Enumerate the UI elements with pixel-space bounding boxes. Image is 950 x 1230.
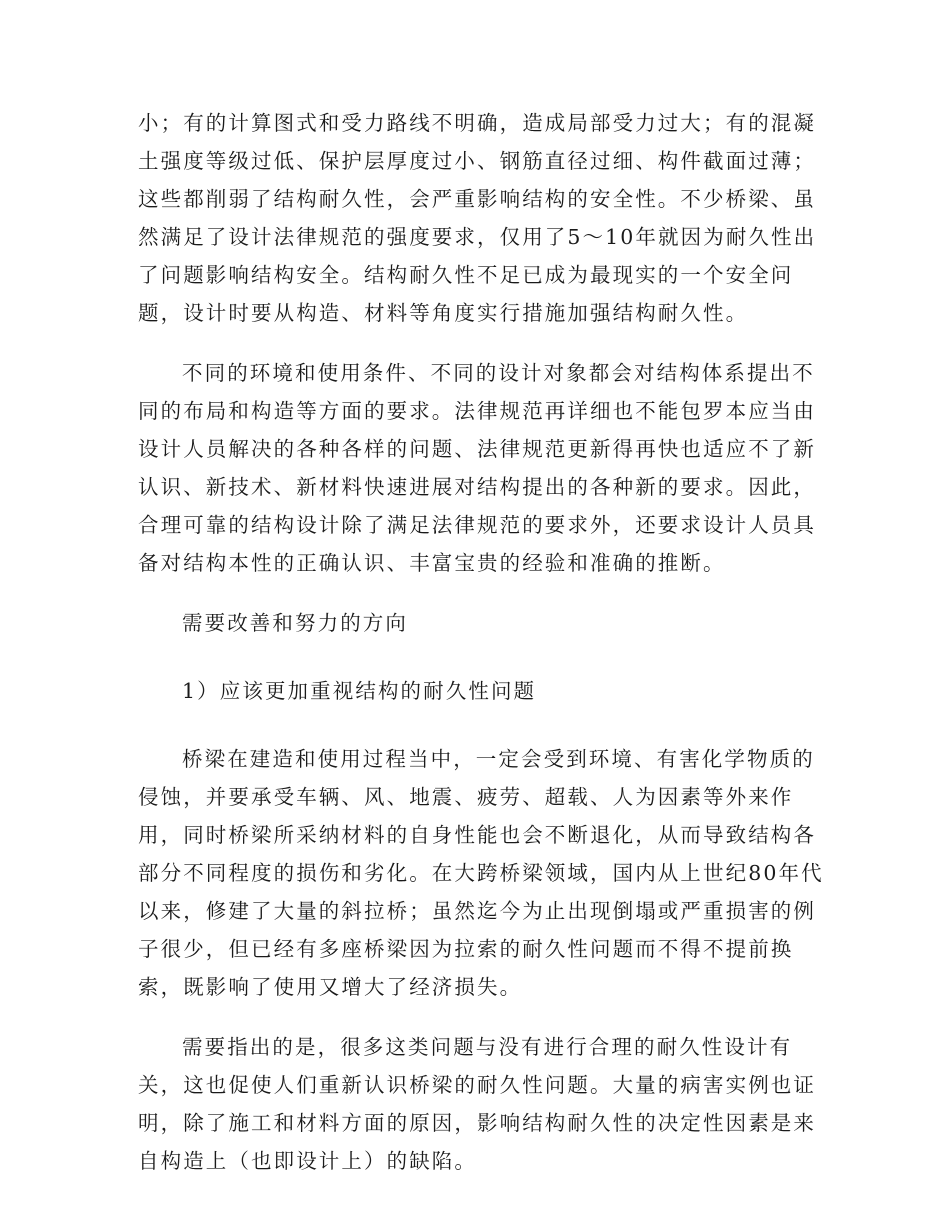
paragraph-design-defects (138, 1028, 816, 1180)
text-line: 土强度等级过低、保护层厚度过小、钢筋直径过细、构件截面过薄； (138, 149, 816, 173)
text-line: 了问题影响结构安全。结构耐久性不足已成为最现实的一个安全问 (138, 263, 794, 287)
subsection-heading-text: 1）应该更加重视结构的耐久性问题 (182, 679, 537, 703)
document-body (138, 104, 824, 1202)
text-line: 不同的环境和使用条件、不同的设计对象都会对结构体系提出不 (182, 361, 815, 385)
text-line: 小；有的计算图式和受力路线不明确，造成局部受力过大；有的混凝 (138, 111, 816, 135)
paragraph-design-requirements (138, 354, 816, 582)
text-line: 桥梁在建造和使用过程当中，一定会受到环境、有害化学物质的 (182, 747, 815, 771)
text-line: 这些都削弱了结构耐久性，会严重影响结构的安全性。不少桥梁、虽 (138, 187, 816, 211)
subsection-heading (138, 672, 810, 710)
text-line: 题，设计时要从构造、材料等角度实行措施加强结构耐久性。 (138, 301, 749, 325)
text-line: 备对结构本性的正确认识、丰富宝贵的经验和准确的推断。 (138, 551, 726, 575)
text-line: 索，既影响了使用又增大了经济损失。 (138, 975, 523, 999)
paragraph-durability-summary (138, 104, 817, 332)
text-line: 用，同时桥梁所采纳材料的自身性能也会不断退化，从而导致结构各 (138, 823, 816, 847)
text-line: 关，这也促使人们重新认识桥梁的耐久性问题。大量的病害实例也证 (138, 1073, 816, 1097)
text-line: 设计人员解决的各种各样的问题、法律规范更新得再快也适应不了新 (138, 437, 816, 461)
section-heading-text: 需要改善和努力的方向 (182, 611, 408, 635)
text-line: 以来，修建了大量的斜拉桥；虽然迄今为止出现倒塌或严重损害的例 (138, 899, 816, 923)
text-line: 合理可靠的结构设计除了满足法律规范的要求外，还要求设计人员具 (138, 513, 816, 537)
text-line: 子很少，但已经有多座桥梁因为拉索的耐久性问题而不得不提前换 (138, 937, 794, 961)
text-line: 然满足了设计法律规范的强度要求，仅用了5～10年就因为耐久性出 (138, 225, 817, 249)
text-line: 同的布局和构造等方面的要求。法律规范再详细也不能包罗本应当由 (138, 399, 816, 423)
text-line: 需要指出的是，很多这类问题与没有进行合理的耐久性设计有 (182, 1035, 793, 1059)
section-heading (138, 604, 810, 642)
text-line: 自构造上（也即设计上）的缺陷。 (138, 1149, 477, 1173)
text-line: 侵蚀，并要承受车辆、风、地震、疲劳、超载、人为因素等外来作 (138, 785, 794, 809)
text-line: 认识、新技术、新材料快速进展对结构提出的各种新的要求。因此， (138, 475, 816, 499)
text-line: 明，除了施工和材料方面的原因，影响结构耐久性的决定性因素是来 (138, 1111, 816, 1135)
text-line: 部分不同程度的损伤和劣化。在大跨桥梁领域，国内从上世纪80年代 (138, 861, 824, 885)
paragraph-bridge-deterioration (138, 740, 824, 1006)
